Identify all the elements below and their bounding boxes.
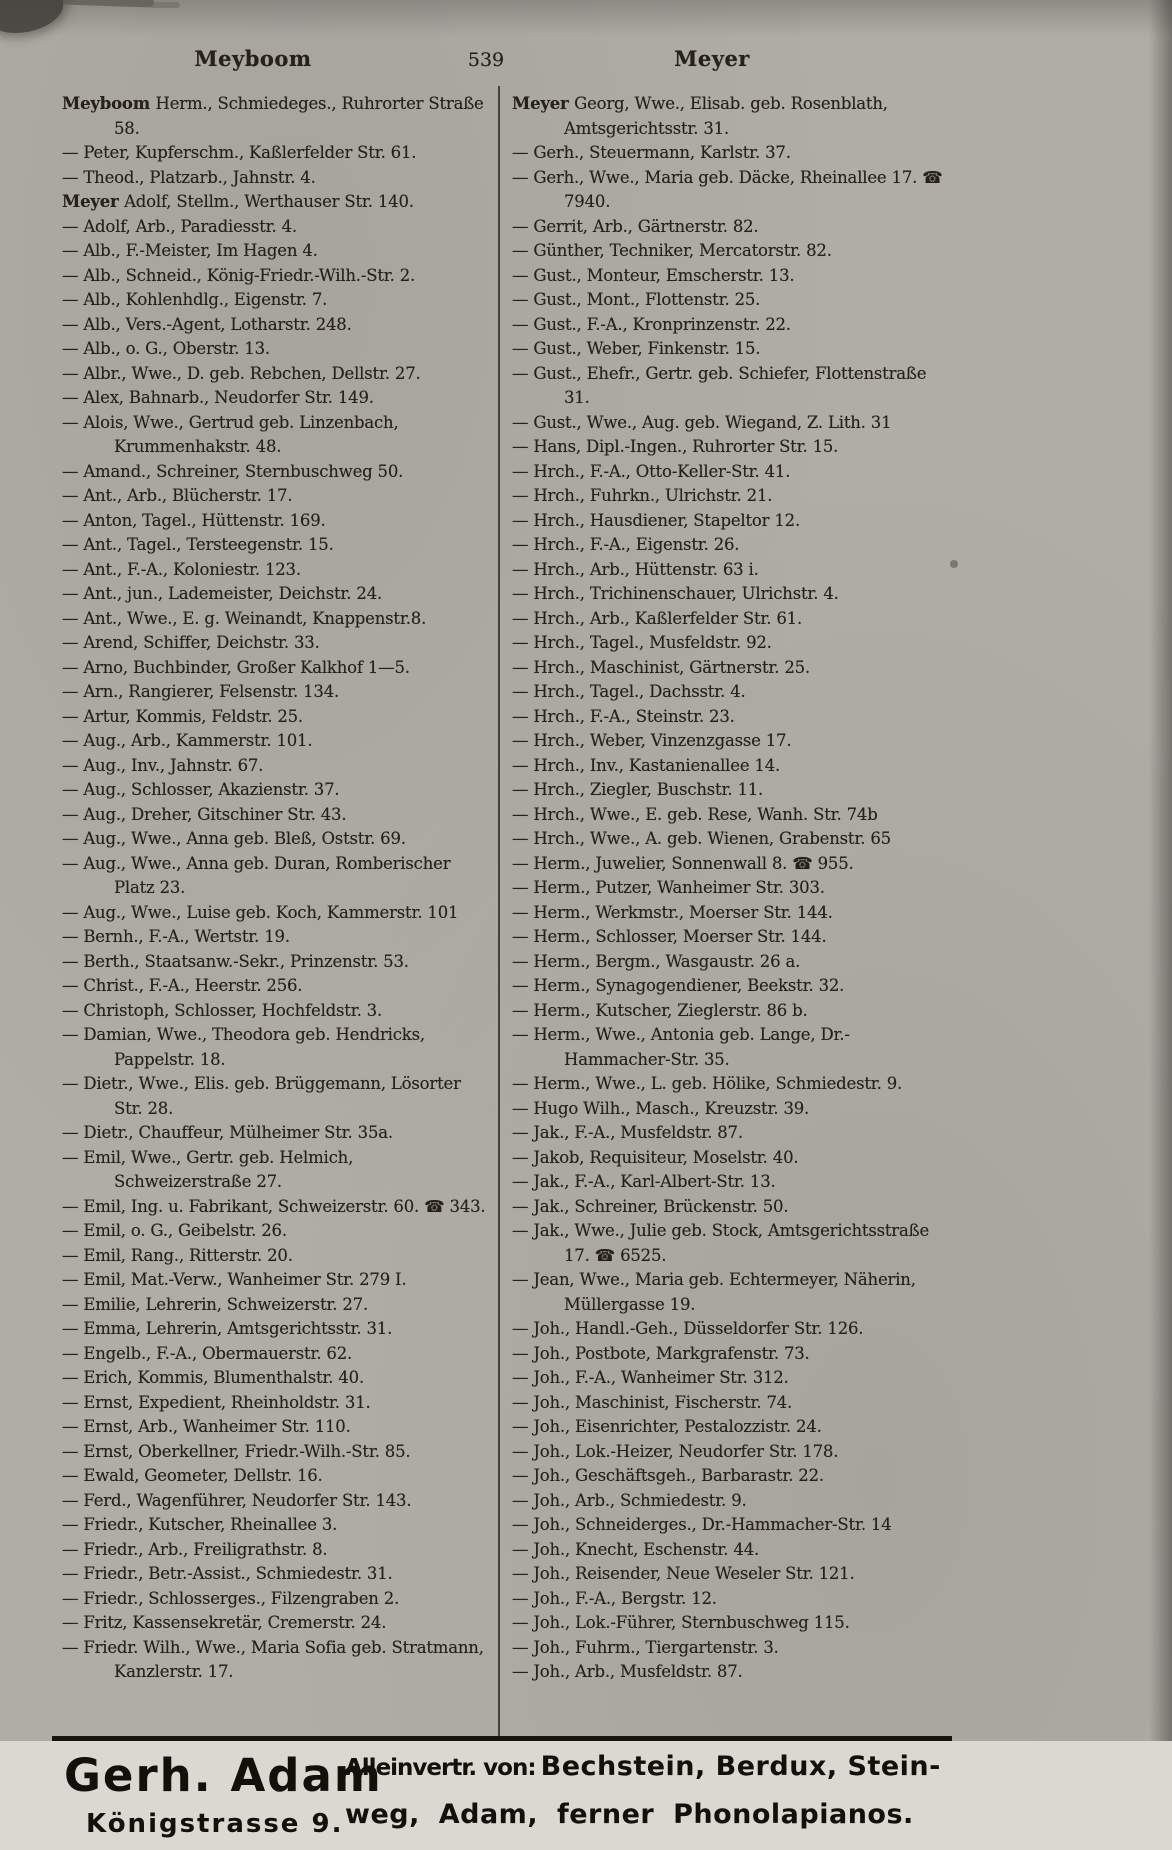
directory-entry: — Gust., Mont., Flottenstr. 25. <box>512 290 761 309</box>
directory-entry: — Joh., Lok.-Heizer, Neudorfer Str. 178. <box>512 1441 839 1461</box>
directory-entry: — Friedr., Betr.-Assist., Schmiedestr. 31. <box>62 1564 393 1583</box>
directory-entry: — Aug., Dreher, Gitschiner Str. 43. <box>62 804 347 824</box>
directory-entry: — Ant., Tagel., Tersteegenstr. 15. <box>62 535 334 554</box>
directory-entry: — Emil, o. G., Geibelstr. 26. <box>62 1221 287 1240</box>
directory-entry: — Jakob, Requisiteur, Moselstr. 40. <box>512 1147 799 1167</box>
directory-entry: — Jak., Wwe., Julie geb. Stock, Amtsgerichtsstraße 17. ☎ 6525. <box>512 1221 930 1265</box>
directory-entry: — Berth., Staatsanw.-Sekr., Prinzenstr. 53. <box>62 951 409 971</box>
directory-entry: — Hrch., Wwe., E. geb. Rese, Wanh. Str. 74b <box>512 804 878 824</box>
surname-lead: Meyer <box>512 94 575 113</box>
directory-entry: — Aug., Wwe., Anna geb. Bleß, Oststr. 69. <box>62 829 406 848</box>
ad-line1 <box>345 1751 941 1782</box>
directory-entry: — Emma, Lehrerin, Amtsgerichtsstr. 31. <box>62 1319 393 1338</box>
directory-entry: — Hrch., F.-A., Eigenstr. 26. <box>512 535 740 554</box>
scan-artifact <box>0 0 68 40</box>
directory-entry: — Hrch., Fuhrkn., Ulrichstr. 21. <box>512 486 773 505</box>
directory-entry: — Ant., Arb., Blücherstr. 17. <box>62 486 293 505</box>
directory-entry: — Alb., F.-Meister, Im Hagen 4. <box>62 241 318 260</box>
directory-entry: — Joh., F.-A., Wanheimer Str. 312. <box>512 1368 789 1387</box>
page-number: 539 <box>467 49 505 71</box>
directory-entry: — Gust., Wwe., Aug. geb. Wiegand, Z. Lith. 31 <box>512 412 892 432</box>
scan-artifact <box>62 0 154 8</box>
directory-entry: — Günther, Techniker, Mercatorstr. 82. <box>512 241 832 260</box>
directory-entry: — Arend, Schiffer, Deichstr. 33. <box>62 633 320 652</box>
directory-entry: — Artur, Kommis, Feldstr. 25. <box>62 706 303 726</box>
directory-entry: — Ernst, Oberkellner, Friedr.-Wilh.-Str. 85. <box>62 1441 411 1461</box>
advertisement <box>0 1741 1172 1850</box>
directory-entry: — Peter, Kupferschm., Kaßlerfelder Str. 61. <box>62 143 417 162</box>
directory-entry: — Alb., Vers.-Agent, Lotharstr. 248. <box>62 314 352 334</box>
directory-entry: — Hrch., Trichinenschauer, Ulrichstr. 4. <box>512 584 839 603</box>
directory-entry: — Ernst, Expedient, Rheinholdstr. 31. <box>62 1392 371 1412</box>
directory-entry: — Joh., Knecht, Eschenstr. 44. <box>512 1539 760 1559</box>
running-head-right: Meyer <box>674 46 750 71</box>
directory-entry: — Joh., Eisenrichter, Pestalozzistr. 24. <box>512 1417 822 1436</box>
ad-line1-prefix: Alleinvertr. von: <box>345 1755 536 1781</box>
directory-entry: — Hrch., Tagel., Musfeldstr. 92. <box>512 633 772 652</box>
directory-entry: — Joh., Fuhrm., Tiergartenstr. 3. <box>512 1637 779 1657</box>
directory-entry: — Alb., Schneid., König-Friedr.-Wilh.-Str. 2. <box>62 265 416 285</box>
directory-entry: — Gerh., Steuermann, Karlstr. 37. <box>512 143 791 162</box>
directory-entry: — Emil, Ing. u. Fabrikant, Schweizerstr. 60. ☎ 343. <box>62 1196 486 1216</box>
surname-lead: Meyer <box>62 192 125 211</box>
directory-entry: — Aug., Wwe., Anna geb. Duran, Romberischer Platz 23. <box>62 853 451 897</box>
directory-entry: — Aug., Wwe., Luise geb. Koch, Kammerstr. 101 <box>62 902 459 922</box>
directory-entry: — Joh., F.-A., Bergstr. 12. <box>512 1588 717 1608</box>
directory-entry: — Hrch., Arb., Kaßlerfelder Str. 61. <box>512 608 802 628</box>
directory-entry: — Joh., Lok.-Führer, Sternbuschweg 115. <box>512 1613 850 1632</box>
directory-entry: — Joh., Reisender, Neue Weseler Str. 121. <box>512 1564 855 1583</box>
directory-entry: — Gerrit, Arb., Gärtnerstr. 82. <box>512 216 759 236</box>
directory-entry: — Arno, Buchbinder, Großer Kalkhof 1—5. <box>62 657 410 677</box>
directory-entry: — Fritz, Kassensekretär, Cremerstr. 24. <box>62 1613 387 1632</box>
directory-entry: — Jak., F.-A., Karl-Albert-Str. 13. <box>512 1172 776 1191</box>
directory-entry: — Hrch., Tagel., Dachsstr. 4. <box>512 682 746 701</box>
directory-entry: — Ferd., Wagenführer, Neudorfer Str. 143. <box>62 1490 412 1510</box>
directory-entry: — Joh., Arb., Musfeldstr. 87. <box>512 1662 743 1681</box>
directory-entry: — Emilie, Lehrerin, Schweizerstr. 27. <box>62 1294 368 1314</box>
directory-entry: — Hrch., Weber, Vinzenzgasse 17. <box>512 731 792 750</box>
ad-company-name: Gerh. Adam <box>64 1749 383 1802</box>
directory-entry: — Amand., Schreiner, Sternbuschweg 50. <box>62 461 404 481</box>
directory-entry: — Dietr., Wwe., Elis. geb. Brüggemann, Lösorter Str. 28. <box>62 1074 461 1118</box>
directory-entry: — Christ., F.-A., Heerstr. 256. <box>62 976 303 995</box>
directory-entry: — Herm., Kutscher, Zieglerstr. 86 b. <box>512 1000 808 1020</box>
directory-entry: — Alb., Kohlenhdlg., Eigenstr. 7. <box>62 290 328 309</box>
directory-entry: — Hrch., Maschinist, Gärtnerstr. 25. <box>512 657 810 677</box>
directory-entry: — Gust., Weber, Finkenstr. 15. <box>512 339 761 358</box>
surname-lead: Meyboom <box>62 94 156 113</box>
directory-entry: — Gust., F.-A., Kronprinzenstr. 22. <box>512 314 791 334</box>
directory-entry: — Friedr., Arb., Freiligrathstr. 8. <box>62 1539 328 1559</box>
directory-entry: — Engelb., F.-A., Obermauerstr. 62. <box>62 1343 353 1363</box>
left-column <box>62 92 494 1685</box>
directory-entry: — Bernh., F.-A., Wertstr. 19. <box>62 927 290 946</box>
directory-entry: — Hugo Wilh., Masch., Kreuzstr. 39. <box>512 1098 810 1118</box>
directory-entry: — Emil, Rang., Ritterstr. 20. <box>62 1245 293 1265</box>
directory-entry: — Joh., Handl.-Geh., Düsseldorfer Str. 126. <box>512 1319 864 1338</box>
directory-entry: — Joh., Schneiderges., Dr.-Hammacher-Str. 14 <box>512 1515 892 1534</box>
directory-entry: — Aug., Schlosser, Akazienstr. 37. <box>62 780 340 799</box>
directory-entry: — Emil, Mat.-Verw., Wanheimer Str. 279 I. <box>62 1270 407 1289</box>
directory-entry: — Ant., Wwe., E. g. Weinandt, Knappenstr.8. <box>62 608 427 628</box>
scan-artifact <box>150 2 180 8</box>
directory-entry: — Herm., Synagogendiener, Beekstr. 32. <box>512 976 845 995</box>
directory-entry: — Ant., jun., Lademeister, Deichstr. 24. <box>62 584 383 603</box>
directory-entry: — Herm., Wwe., Antonia geb. Lange, Dr.-Hammacher-Str. 35. <box>512 1025 850 1069</box>
directory-entry: Meyer Georg, Wwe., Elisab. geb. Rosenblath, Amtsgerichtsstr. 31. <box>512 94 888 138</box>
directory-entry: — Ernst, Arb., Wanheimer Str. 110. <box>62 1417 351 1436</box>
directory-entry: — Aug., Inv., Jahnstr. 67. <box>62 755 264 775</box>
directory-entry: — Joh., Arb., Schmiedestr. 9. <box>512 1490 747 1510</box>
directory-entry: — Hrch., F.-A., Otto-Keller-Str. 41. <box>512 461 791 481</box>
directory-entry: — Friedr. Wilh., Wwe., Maria Sofia geb. Stratmann, Kanzlerstr. 17. <box>62 1637 484 1681</box>
directory-entry: — Herm., Juwelier, Sonnenwall 8. ☎ 955. <box>512 853 854 873</box>
directory-entry: — Herm., Schlosser, Moerser Str. 144. <box>512 927 827 946</box>
directory-entry: — Hrch., Inv., Kastanienallee 14. <box>512 755 781 775</box>
directory-entry: — Adolf, Arb., Paradiesstr. 4. <box>62 216 297 236</box>
directory-entry: — Joh., Maschinist, Fischerstr. 74. <box>512 1392 793 1412</box>
directory-entry: — Jak., Schreiner, Brückenstr. 50. <box>512 1196 789 1216</box>
directory-entry: — Alex, Bahnarb., Neudorfer Str. 149. <box>62 388 374 407</box>
directory-entry: — Friedr., Kutscher, Rheinallee 3. <box>62 1515 338 1534</box>
directory-entry: — Emil, Wwe., Gertr. geb. Helmich, Schweizerstraße 27. <box>62 1147 354 1191</box>
directory-entry: — Hrch., F.-A., Steinstr. 23. <box>512 706 735 726</box>
directory-entry: Meyboom Herm., Schmiedeges., Ruhrorter Straße 58. <box>62 94 484 138</box>
directory-entry: — Friedr., Schlosserges., Filzengraben 2. <box>62 1588 400 1608</box>
directory-entry: — Anton, Tagel., Hüttenstr. 169. <box>62 510 326 530</box>
directory-entry: — Joh., Postbote, Markgrafenstr. 73. <box>512 1343 810 1363</box>
directory-entry: — Aug., Arb., Kammerstr. 101. <box>62 731 313 750</box>
ad-line1-text: Bechstein, Berdux, Stein- <box>540 1751 941 1782</box>
directory-entry: — Erich, Kommis, Blumenthalstr. 40. <box>62 1368 364 1387</box>
directory-entry: — Damian, Wwe., Theodora geb. Hendricks, Pappelstr. 18. <box>62 1025 425 1069</box>
directory-entry: — Herm., Wwe., L. geb. Hölike, Schmiedestr. 9. <box>512 1074 903 1093</box>
directory-entry: — Herm., Putzer, Wanheimer Str. 303. <box>512 878 825 897</box>
directory-entry: — Jean, Wwe., Maria geb. Echtermeyer, Näherin, Müllergasse 19. <box>512 1270 916 1314</box>
directory-entry: — Hrch., Ziegler, Buschstr. 11. <box>512 780 764 799</box>
right-column <box>512 92 944 1685</box>
directory-entry: — Hrch., Hausdiener, Stapeltor 12. <box>512 510 801 530</box>
scan-artifact <box>950 560 958 568</box>
directory-entry: — Christoph, Schlosser, Hochfeldstr. 3. <box>62 1000 383 1020</box>
ad-address: Königstrasse 9. <box>86 1809 344 1839</box>
ad-line2-text: weg, Adam, ferner Phonolapianos. <box>345 1799 914 1830</box>
directory-entry: — Gerh., Wwe., Maria geb. Däcke, Rheinallee 17. ☎ 7940. <box>512 167 943 211</box>
column-divider <box>498 86 500 1736</box>
directory-entry: Meyer Adolf, Stellm., Werthauser Str. 140. <box>62 192 414 211</box>
directory-entry: — Herm., Werkmstr., Moerser Str. 144. <box>512 902 833 922</box>
directory-entry: — Hans, Dipl.-Ingen., Ruhrorter Str. 15. <box>512 437 839 456</box>
directory-entry: — Jak., F.-A., Musfeldstr. 87. <box>512 1123 743 1142</box>
running-head-left: Meyboom <box>194 46 312 71</box>
directory-entry: — Herm., Bergm., Wasgaustr. 26 a. <box>512 951 801 971</box>
directory-entry: — Arn., Rangierer, Felsenstr. 134. <box>62 682 340 701</box>
directory-entry: — Albr., Wwe., D. geb. Rebchen, Dellstr. 27. <box>62 363 421 383</box>
directory-entry: — Gust., Ehefr., Gertr. geb. Schiefer, Flottenstraße 31. <box>512 363 927 407</box>
directory-entry: — Ewald, Geometer, Dellstr. 16. <box>62 1466 323 1485</box>
directory-entry: — Gust., Monteur, Emscherstr. 13. <box>512 265 795 285</box>
directory-entry: — Ant., F.-A., Koloniestr. 123. <box>62 559 301 579</box>
directory-entry: — Dietr., Chauffeur, Mülheimer Str. 35a. <box>62 1123 393 1142</box>
directory-entry: — Alois, Wwe., Gertrud geb. Linzenbach, Krummenhakstr. 48. <box>62 412 399 456</box>
directory-entry: — Joh., Geschäftsgeh., Barbarastr. 22. <box>512 1466 824 1485</box>
directory-entry: — Alb., o. G., Oberstr. 13. <box>62 339 270 358</box>
directory-entry: — Hrch., Wwe., A. geb. Wienen, Grabenstr. 65 <box>512 829 891 848</box>
directory-entry: — Hrch., Arb., Hüttenstr. 63 i. <box>512 559 759 579</box>
directory-entry: — Theod., Platzarb., Jahnstr. 4. <box>62 167 316 187</box>
